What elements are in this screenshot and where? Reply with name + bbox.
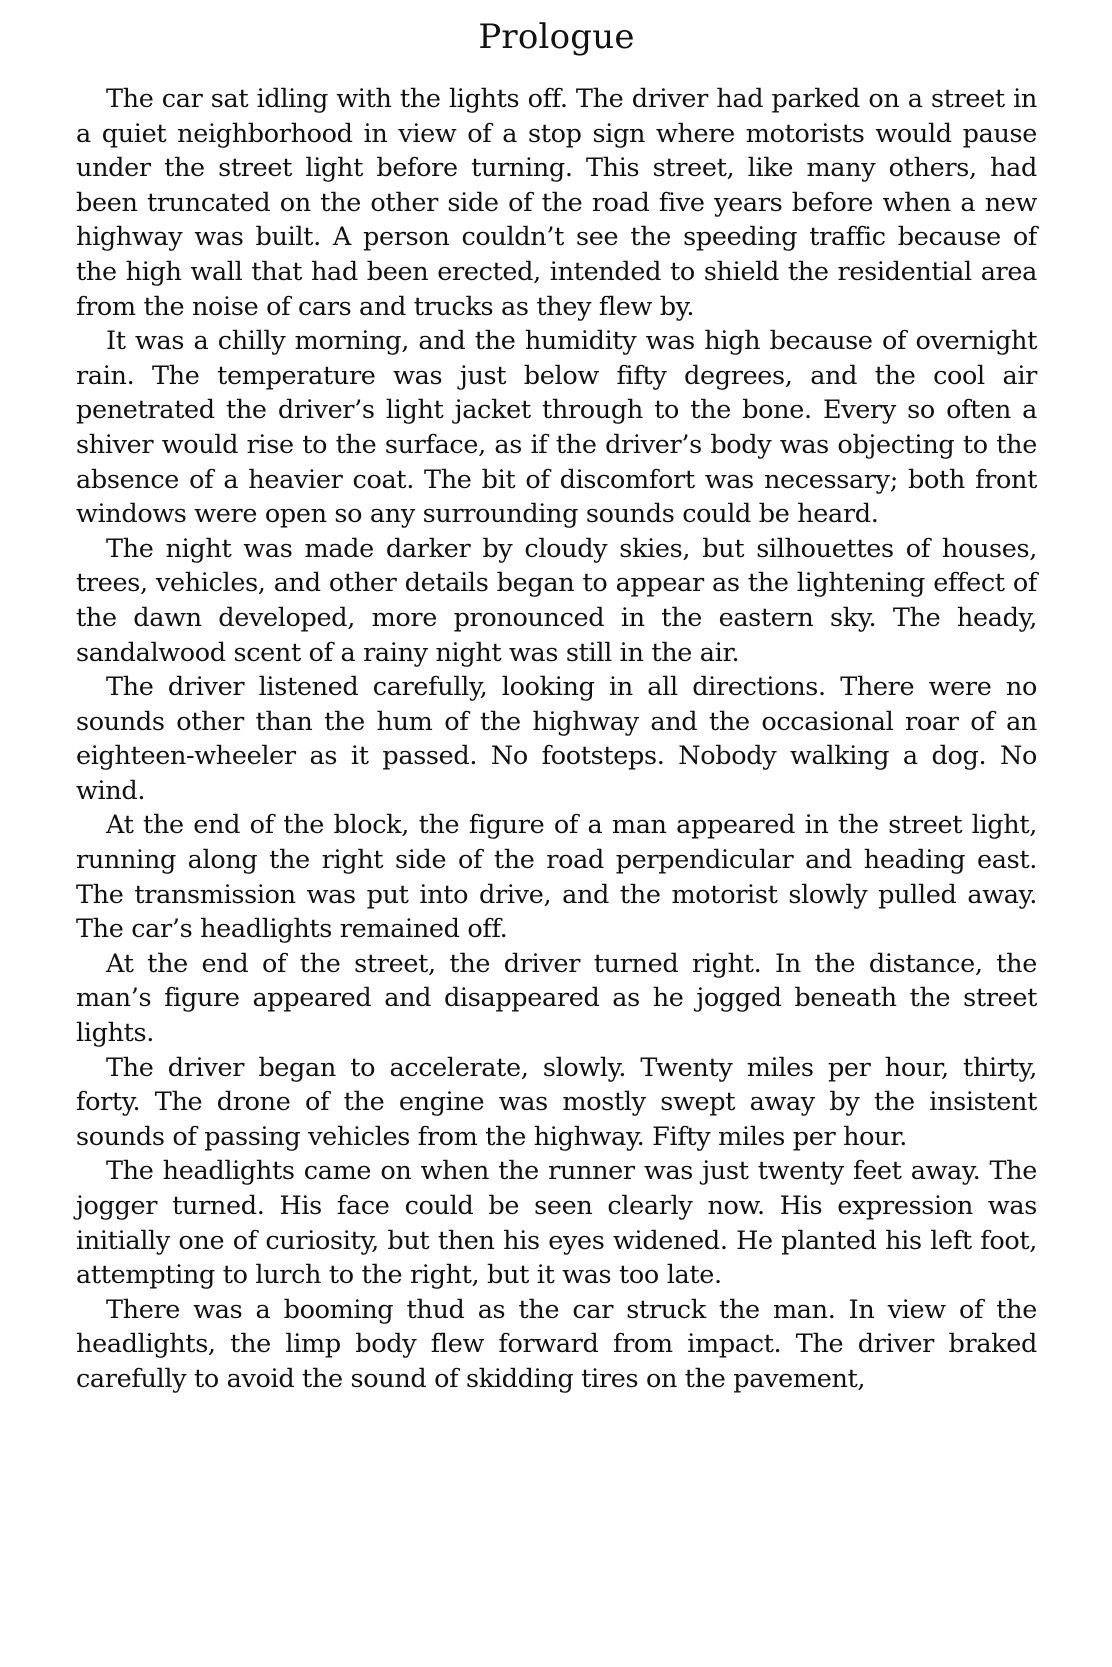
paragraph: There was a booming thud as the car struck the man. In view of the headlights, the limp body flew forward from impact. The driver braked carefully to avoid the sound of skidding tires on the pavement, (76, 1294, 1037, 1394)
paragraph: The night was made darker by cloudy skies, but silhouettes of houses, trees, vehicles, and other details began to appear as the lightening effect of the dawn developed, more pronounced in the eastern sky. The heady, sandalwood scent of a rainy night was still in the air. (76, 533, 1037, 668)
chapter-body (76, 82, 1037, 1397)
paragraph: The driver listened carefully, looking in all directions. There were no sounds other than the hum of the highway and the occasional roar of an eighteen-wheeler as it passed. No footsteps. Nobody walking a dog. No wind. (76, 672, 1037, 806)
paragraph: The driver began to accelerate, slowly. Twenty miles per hour, thirty, forty. The drone of the engine was mostly swept away by the insistent sounds of passing vehicles from the highway. Fifty miles per hour. (76, 1052, 1037, 1152)
paragraph: The car sat idling with the lights off. The driver had parked on a street in a quiet neighborhood in view of a stop sign where motorists would pause under the street light before turning. This street, like many others, had been truncated on the other side of the road five years before when a new highway was built. A person couldn’t see the speeding traffic because of the high wall that had been erected, intended to shield the residential area from the noise of cars and trucks as they flew by. (76, 84, 1037, 322)
paragraph: At the end of the block, the figure of a man appeared in the street light, running along the right side of the road perpendicular and heading east. The transmission was put into drive, and the motorist slowly pulled away. The car’s headlights remained off. (76, 810, 1037, 945)
paragraph: The headlights came on when the runner was just twenty feet away. The jogger turned. His face could be seen clearly now. His expression was initially one of curiosity, but then his eyes widened. He planted his left foot, attempting to lurch to the right, but it was too late. (76, 1156, 1037, 1291)
chapter-title: Prologue (478, 17, 635, 57)
paragraph: It was a chilly morning, and the humidity was high because of overnight rain. The temperature was just below fifty degrees, and the cool air penetrated the driver’s light jacket through to the bone. Every so often a shiver would rise to the surface, as if the driver’s body was objecting to the absence of a heavier coat. The bit of discomfort was necessary; both front windows were open so any surrounding sounds could be heard. (76, 326, 1037, 530)
paragraph: At the end of the street, the driver turned right. In the distance, the man’s figure appeared and disappeared as he jogged beneath the street lights. (76, 948, 1037, 1049)
